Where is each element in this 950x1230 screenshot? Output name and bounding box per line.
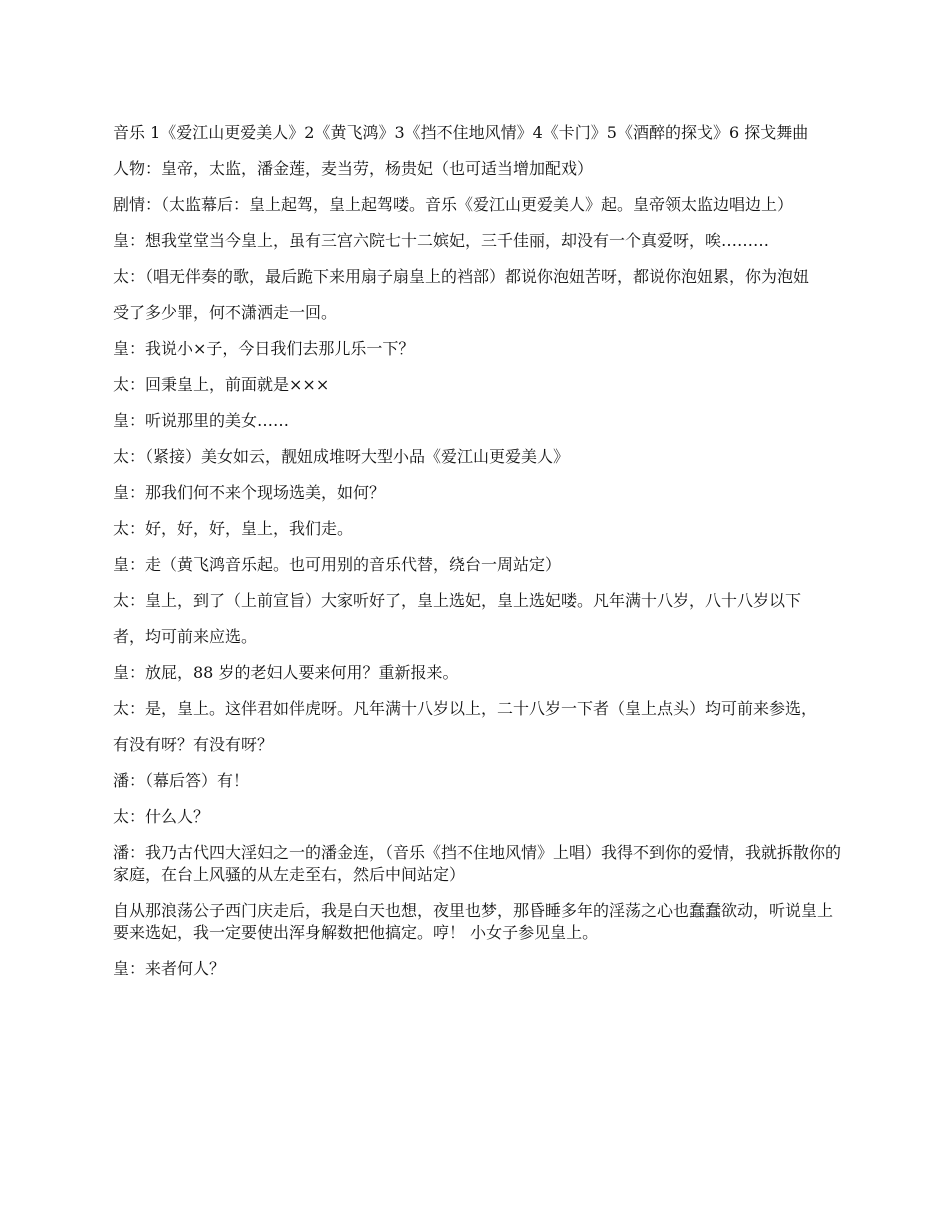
dialogue-line: 太：好，好，好，皇上，我们走。 — [113, 519, 354, 538]
dialogue-line: 太：什么人？ — [113, 807, 210, 826]
dialogue-line: 太：是，皇上。这伴君如伴虎呀。凡年满十八岁以上，二十八岁一下者（皇上点头）均可前来参选， — [113, 699, 818, 718]
characters-paragraph: 人物：皇帝，太监，潘金莲，麦当劳，杨贵妃（也可适当增加配戏） — [113, 159, 594, 178]
dialogue-line: 太：皇上，到了（上前宣旨）大家听好了，皇上选妃，皇上选妃喽。凡年满十八岁，八十八岁以下 — [113, 591, 802, 610]
dialogue-line: 者，均可前来应选。 — [113, 627, 258, 646]
dialogue-line: 皇：来者何人？ — [113, 959, 226, 978]
dialogue-line: 皇：走（黄飞鸿音乐起。也可用别的音乐代替，绕台一周站定） — [113, 555, 562, 574]
dialogue-line: 太：回秉皇上，前面就是××× — [113, 375, 330, 394]
dialogue-line: 皇：听说那里的美女…… — [113, 411, 290, 430]
dialogue-line: 自从那浪荡公子西门庆走后，我是白天也想，夜里也梦，那昏睡多年的淫荡之心也蠢蠢欲动，听说皇上要来选妃，我一定要使出浑身解数把他搞定。哼！ 小女子参见皇上。 — [113, 901, 834, 942]
dialogue-line: 皇：那我们何不来个现场选美，如何？ — [113, 483, 386, 502]
dialogue-line: 潘：（幕后答）有！ — [113, 771, 250, 790]
dialogue-line: 受了多少罪，何不潇洒走一回。 — [113, 303, 338, 322]
dialogue-line: 皇：放屁，88 岁的老妇人要来何用？重新报来。 — [113, 663, 459, 682]
dialogue-line: 太：（唱无伴奏的歌，最后跪下来用扇子扇皇上的裆部）都说你泡妞苦呀，都说你泡妞累，你为泡妞 — [113, 267, 810, 286]
dialogue-line: 潘：我乃古代四大淫妇之一的潘金连，（音乐《挡不住地风情》上唱）我得不到你的爱情，我就拆散你的家庭，在台上风骚的从左走至右，然后中间站定） — [113, 843, 842, 884]
dialogue-line: 皇：我说小×子，今日我们去那儿乐一下？ — [113, 339, 415, 358]
dialogue-line: 皇：想我堂堂当今皇上，虽有三宫六院七十二嫔妃，三千佳丽，却没有一个真爱呀，唉……… — [113, 231, 770, 250]
music-list-paragraph: 音乐 1《爱江山更爱美人》2《黄飞鸿》3《挡不住地风情》4《卡门》5《酒醉的探戈》6 探戈舞曲 — [113, 123, 809, 142]
document-page — [113, 122, 843, 994]
dialogue-line: 太：（紧接）美女如云，靓妞成堆呀大型小品《爱江山更爱美人》 — [113, 447, 570, 466]
dialogue-line: 有没有呀？有没有呀？ — [113, 735, 274, 754]
plot-paragraph: 剧情：（太监幕后：皇上起驾，皇上起驾喽。音乐《爱江山更爱美人》起。皇帝领太监边唱边上） — [113, 195, 794, 214]
